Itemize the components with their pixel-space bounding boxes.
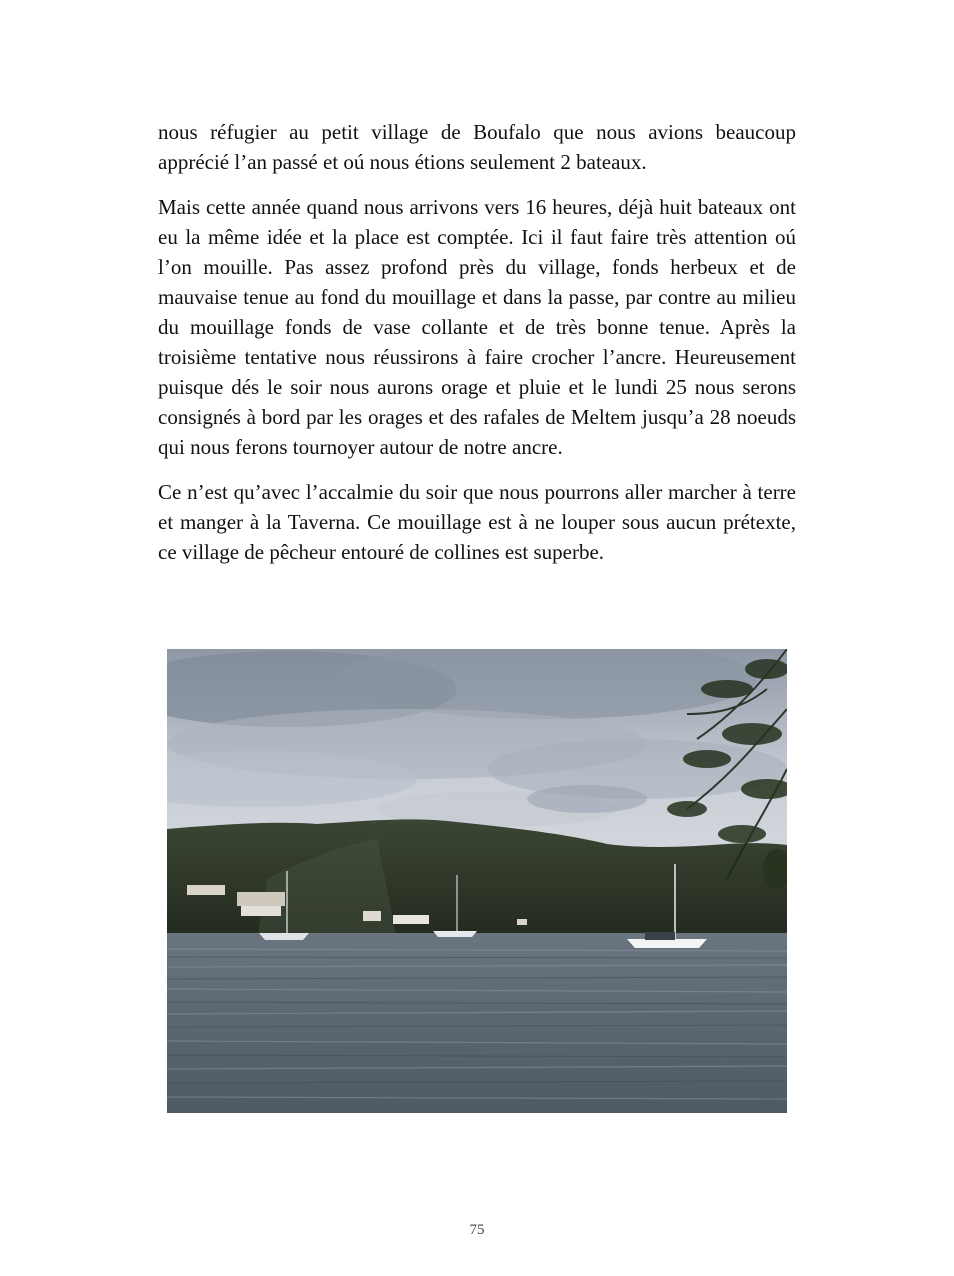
paragraph-2: Mais cette année quand nous arrivons vers 16 heures, déjà huit bateaux ont eu la même idée et la place est comptée. Ici il faut faire très attention oú l’on mouille. Pas assez profond près du village, fonds herbeux et de mauvaise tenue au fond du mouillage et dans la passe, par contre au milieu du mouillage fonds de vase collante et de très bonne tenue. Après la troisième tentative nous réussirons à faire crocher l’ancre. Heureusement puisque dés le soir nous aurons orage et pluie et le lundi 25 nous serons consignés à bord par les orages et des rafales de Meltem jusqu’a 28 noeuds qui nous ferons tournoyer autour de notre ancre. (158, 195, 796, 459)
page-number: 75 (469, 1222, 485, 1238)
bay-photograph-drawing (167, 649, 787, 1113)
page-body (158, 117, 796, 582)
paragraph-3: Ce n’est qu’avec l’accalmie du soir que nous pourrons aller marcher à terre et manger à la Taverna. Ce mouillage est à ne louper sous aucun prétexte, ce village de pêcheur entouré de collines est superbe. (158, 480, 796, 564)
bay-photograph (167, 649, 787, 1113)
paragraph-1: nous réfugier au petit village de Boufalo que nous avions beaucoup apprécié l’an passé et oú nous étions seulement 2 bateaux. (158, 120, 796, 174)
